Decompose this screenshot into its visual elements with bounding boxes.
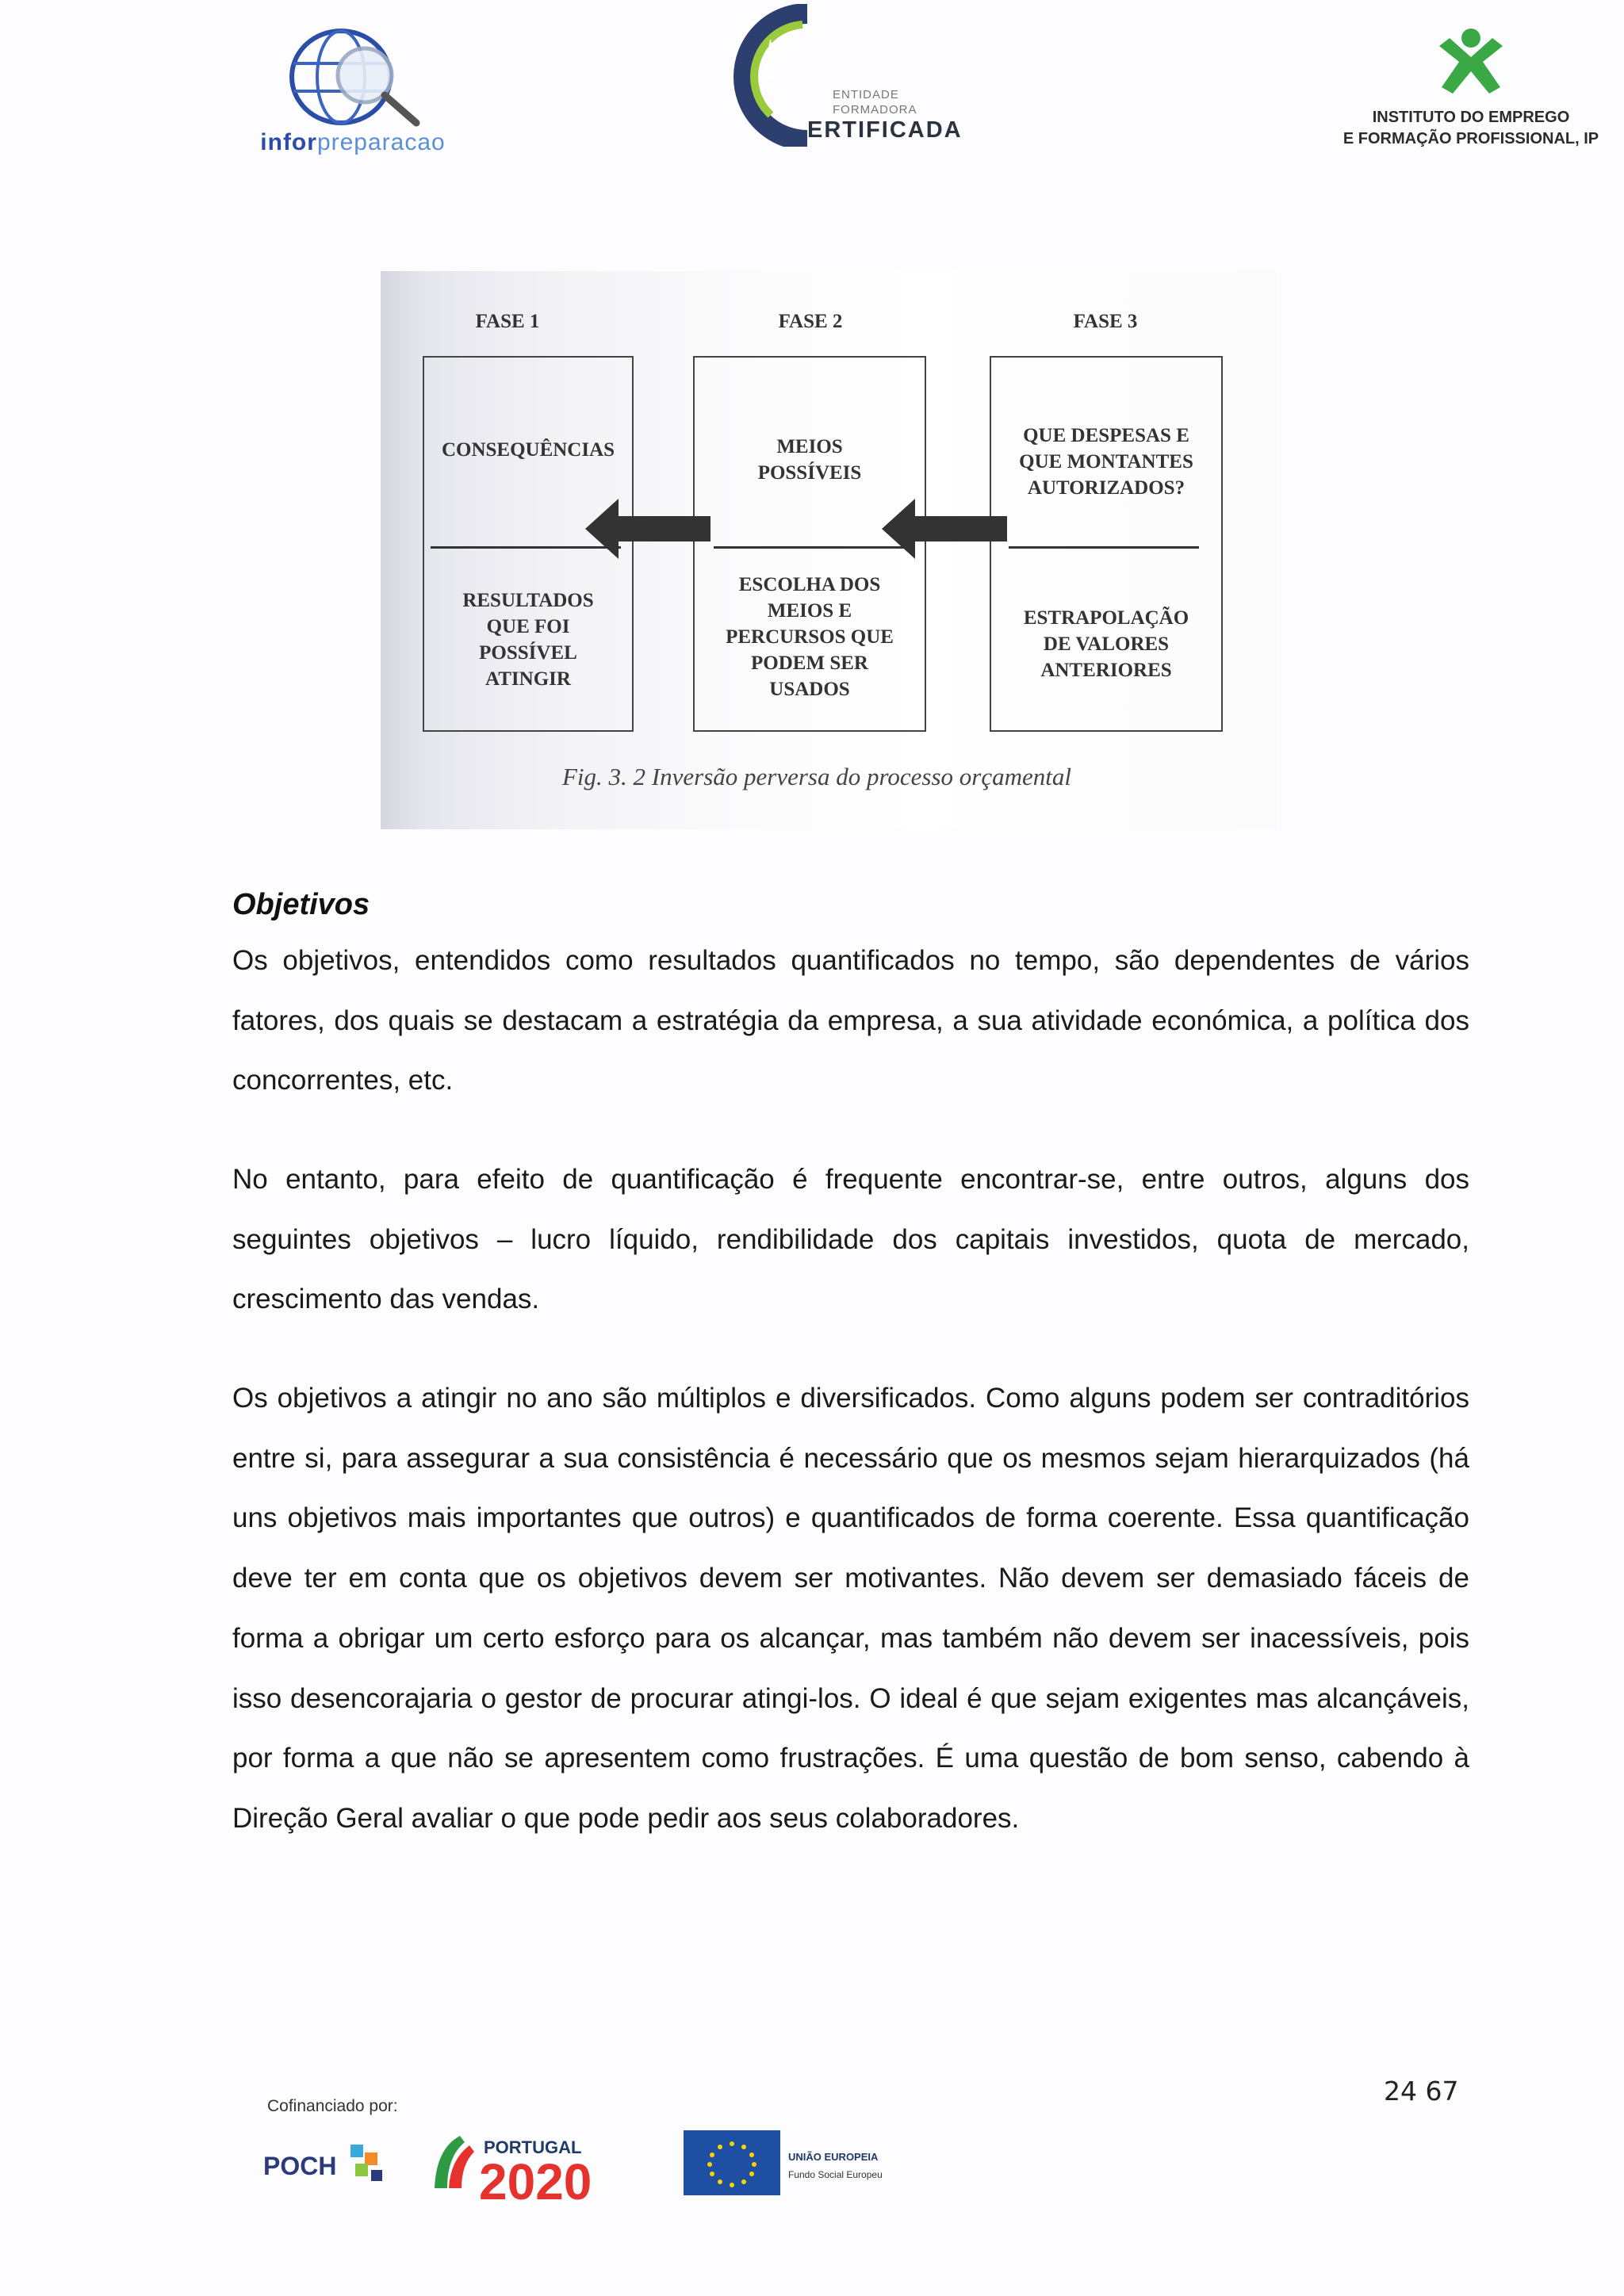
iefp-x-icon bbox=[1340, 24, 1602, 103]
iefp-logo bbox=[1340, 24, 1602, 159]
figure-caption: Fig. 3. 2 Inversão perversa do processo orçamental bbox=[562, 763, 1071, 790]
paragraph-2: No entanto, para efeito de quantificação é frequente encontrar-se, entre outros, alguns dos seguintes objetivos – lucro líquido, rendibilidade dos capitais investidos, quota de mercado, crescimento das vendas. bbox=[232, 1164, 1469, 1315]
phase-1-top-text: CONSEQUÊNCIAS bbox=[441, 439, 615, 461]
cofinanced-label: Cofinanciado por: bbox=[267, 2097, 398, 2115]
page-number: 24 67 bbox=[1384, 2076, 1459, 2107]
svg-text:DGERT: DGERT bbox=[760, 39, 780, 80]
arrow-left-icon bbox=[882, 497, 1009, 561]
dgert-certified-logo bbox=[714, 4, 963, 147]
inforpreparacao-logo bbox=[238, 28, 468, 163]
phase-2-label: FASE 2 bbox=[778, 311, 843, 332]
globe-icon bbox=[238, 28, 468, 131]
dgert-line-2: FORMADORA bbox=[833, 103, 917, 117]
infor-logo-text-b: preparacao bbox=[316, 129, 446, 155]
phase-2-top-text: MEIOS POSSÍVEIS bbox=[757, 436, 862, 484]
iefp-line-2: E FORMAÇÃO PROFISSIONAL, IP bbox=[1342, 130, 1599, 147]
paragraph-3: Os objetivos a atingir no ano são múltiplos e diversificados. Como alguns podem ser contraditórios entre si, para assegurar a sua consistência é necessário que os mesmos sejam hierarquizados (há uns objetivos mais importantes que outros) e quantificados de forma coerente. Essa quantificação deve ter em conta que os objetivos devem ser motivantes. Não devem ser demasiado fáceis de forma a obrigar um certo esforço para os alcançar, mas também não devem ser inacessíveis, pois isso desencorajaria o gestor de procurar atingi-los. O ideal é que sejam exigentes mas alcançáveis, por forma a que não se apresentem como frustrações. É uma questão de bom senso, cabendo à Direção Geral avaliar o que pode pedir aos seus colaboradores. bbox=[232, 1383, 1469, 1834]
eu-esf-logo bbox=[682, 2129, 904, 2200]
phase-3-bottom-text: ESTRAPOLAÇÃO DE VALORES ANTERIORES bbox=[1023, 607, 1189, 681]
phase-1-bottom-text: RESULTADOS QUE FOI POSSÍVEL ATINGIR bbox=[462, 590, 594, 690]
phase-2-divider bbox=[714, 546, 904, 549]
phase-3-box bbox=[990, 356, 1223, 732]
iefp-line-1: INSTITUTO DO EMPREGO bbox=[1372, 109, 1570, 126]
infor-logo-text-a: infor bbox=[260, 129, 317, 155]
eu-subtitle: Fundo Social Europeu bbox=[788, 2169, 883, 2180]
portugal-label: PORTUGAL bbox=[484, 2137, 582, 2157]
p2020-number: 2020 bbox=[479, 2153, 592, 2204]
poch-logo-text: POCH bbox=[263, 2152, 337, 2180]
eu-title: UNIÃO EUROPEIA bbox=[788, 2151, 879, 2163]
budget-process-figure bbox=[381, 271, 1277, 829]
phase-3-label: FASE 3 bbox=[1073, 311, 1138, 332]
arrow-left-icon bbox=[585, 497, 712, 561]
phase-3-divider bbox=[1009, 546, 1199, 549]
section-heading: Objetivos bbox=[232, 888, 370, 921]
dgert-certificada-text: ERTIFICADA bbox=[807, 117, 963, 143]
phase-1-label: FASE 1 bbox=[475, 311, 540, 332]
phase-3-top-text: QUE DESPESAS E QUE MONTANTES AUTORIZADOS? bbox=[1019, 425, 1193, 499]
portugal-2020-logo bbox=[428, 2125, 650, 2204]
dgert-line-1: ENTIDADE bbox=[833, 88, 899, 101]
paragraph-1: Os objetivos, entendidos como resultados quantificados no tempo, são dependentes de vários fatores, dos quais se destacam a estratégia da empresa, a sua atividade económica, a política dos concorrentes, etc. bbox=[232, 945, 1469, 1096]
phase-2-bottom-text: ESCOLHA DOS MEIOS E PERCURSOS QUE PODEM SER USADOS bbox=[726, 574, 894, 700]
poch-logo bbox=[262, 2129, 396, 2200]
